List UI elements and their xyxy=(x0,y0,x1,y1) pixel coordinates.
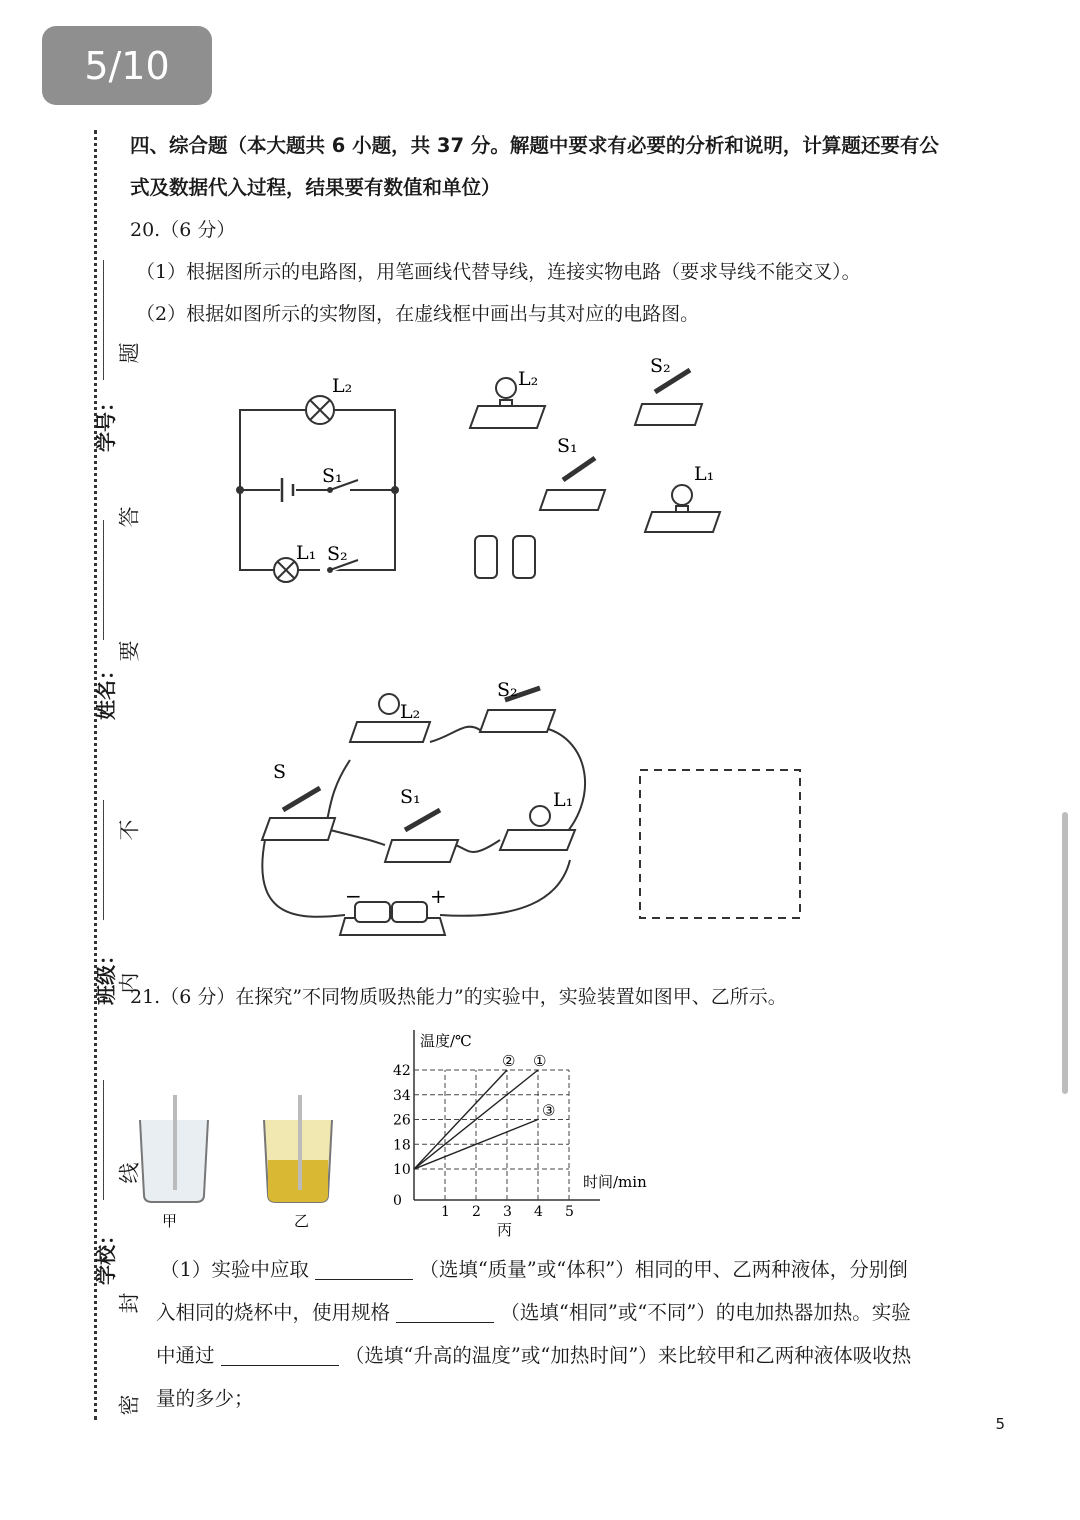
seal-char: 封 xyxy=(117,1292,142,1314)
label-circ-l1: L₁ xyxy=(553,789,574,811)
section-title-line1: 四、综合题（本大题共 6 小题，共 37 分。解题中要求有必要的分析和说明，计算题还要有公 xyxy=(130,134,939,157)
q20-part2: （2）根据如图所示的实物图，在虚线框中画出与其对应的电路图。 xyxy=(136,303,700,325)
seal-char: 答 xyxy=(117,506,142,528)
section-title-line2: 式及数据代入过程，结果要有数值和单位） xyxy=(130,176,501,199)
label-circ-l2: L₂ xyxy=(400,701,421,723)
y-tick-label: 26 xyxy=(393,1112,411,1129)
exam-content xyxy=(130,125,1010,335)
page-number: 5 xyxy=(995,1415,1005,1433)
series-label: ① xyxy=(533,1052,547,1070)
q21-text: （选填“质量”或“体积”）相同的甲、乙两种液体，分别倒 xyxy=(419,1258,908,1281)
beakers xyxy=(140,1095,332,1202)
section-title xyxy=(130,125,1010,209)
x-tick-label: 4 xyxy=(534,1204,543,1220)
blank-1[interactable] xyxy=(315,1257,413,1280)
beaker-b-label: 乙 xyxy=(294,1212,310,1230)
seal-char: 不 xyxy=(117,819,142,841)
q21-line1 xyxy=(160,1248,1008,1291)
answer-dashed-box xyxy=(640,770,800,918)
y-tick-label: 0 xyxy=(393,1193,402,1209)
x-tick-label: 5 xyxy=(565,1204,574,1220)
seal-char: 要 xyxy=(117,640,142,662)
seal-char: 线 xyxy=(117,1162,142,1184)
q21-text: （选填“升高的温度”或“加热时间”）来比较甲和乙两种液体吸收热 xyxy=(344,1344,912,1367)
series-label: ② xyxy=(502,1052,516,1070)
q21-text: 入相同的烧杯中，使用规格 xyxy=(156,1301,391,1324)
q21-line3 xyxy=(156,1334,1008,1377)
x-tick-label: 2 xyxy=(472,1204,481,1220)
field-student-id: 学号： xyxy=(94,392,118,452)
y-tick-label: 34 xyxy=(393,1087,411,1104)
beaker-a-label: 甲 xyxy=(162,1212,178,1230)
seal-char: 密 xyxy=(117,1394,142,1416)
label-minus: − xyxy=(345,884,362,908)
label-plus: + xyxy=(430,884,447,908)
q21-header: 21.（6 分）在探究”不同物质吸热能力”的实验中，实验装置如图甲、乙所示。 xyxy=(130,986,787,1008)
seal-char: 题 xyxy=(117,342,142,364)
label-phys-l1: L₁ xyxy=(694,463,715,485)
y-axis-label: 温度/℃ xyxy=(420,1032,472,1050)
x-axis-label: 时间/min xyxy=(583,1173,647,1191)
label-s1: S₁ xyxy=(322,465,343,487)
field-name: 姓名： xyxy=(94,660,118,720)
q21-text: 中通过 xyxy=(156,1344,215,1367)
x-tick-label: 3 xyxy=(503,1204,512,1220)
field-class: 班级： xyxy=(94,945,118,1005)
q21-line4: 量的多少； xyxy=(156,1387,254,1410)
physical-components xyxy=(470,370,720,578)
q20-figures xyxy=(0,340,1080,960)
q21-line2 xyxy=(156,1291,1008,1334)
label-s2: S₂ xyxy=(327,543,348,565)
schematic-diagram xyxy=(237,396,398,582)
series-line xyxy=(414,1070,507,1169)
label-phys-s2: S₂ xyxy=(650,355,671,377)
y-tick-label: 10 xyxy=(393,1162,411,1179)
label-circ-s2: S₂ xyxy=(497,679,518,701)
q21-text: （选填“相同”或“不同”）的电加热器加热。实验 xyxy=(500,1301,911,1324)
field-underline xyxy=(103,1080,104,1200)
scrollbar[interactable] xyxy=(1062,812,1068,1094)
field-school: 学校： xyxy=(94,1225,118,1285)
page-indicator-badge xyxy=(42,26,212,105)
temperature-time-chart xyxy=(393,1030,647,1239)
seal-char: 内 xyxy=(117,972,142,994)
label-phys-s1: S₁ xyxy=(557,435,578,457)
q21-figures xyxy=(130,1020,690,1250)
q20-part1: （1）根据图所示的电路图，用笔画线代替导线，连接实物电路（要求导线不能交叉）。 xyxy=(136,261,861,283)
blank-3[interactable] xyxy=(221,1343,339,1366)
q21-text: （1）实验中应取 xyxy=(160,1258,309,1281)
chart-caption: 丙 xyxy=(497,1221,513,1239)
label-circ-s1: S₁ xyxy=(400,786,421,808)
series-label: ③ xyxy=(542,1101,556,1120)
label-l1: L₁ xyxy=(296,542,317,564)
label-l2: L₂ xyxy=(332,375,353,397)
x-tick-label: 1 xyxy=(441,1204,450,1220)
y-tick-label: 18 xyxy=(393,1137,411,1154)
q20-header: 20.（6 分） xyxy=(130,219,236,241)
physical-circuit xyxy=(262,688,585,935)
blank-2[interactable] xyxy=(396,1300,494,1323)
page-indicator-text: 5/10 xyxy=(84,43,170,88)
label-circ-s: S xyxy=(273,761,287,783)
y-tick-label: 42 xyxy=(393,1063,411,1079)
q21-part1 xyxy=(156,1248,1008,1420)
label-phys-l2: L₂ xyxy=(518,368,539,390)
